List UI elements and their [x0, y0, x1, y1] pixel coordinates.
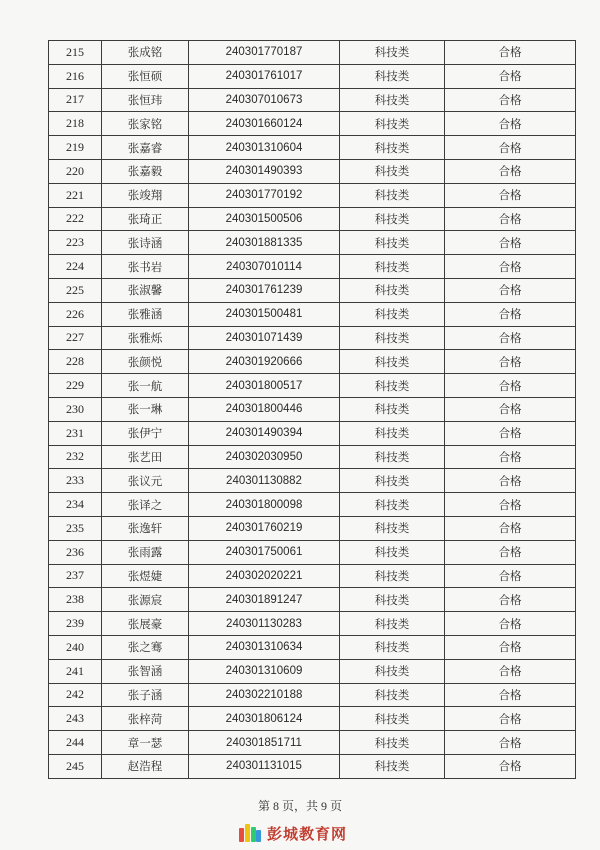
row-number-cell: 234: [49, 493, 102, 517]
student-name-cell: 张一琳: [102, 397, 189, 421]
category-cell: 科技类: [340, 278, 445, 302]
table-row: [49, 374, 576, 398]
exam-id-cell: 240301806124: [189, 707, 340, 731]
site-logo[interactable]: [239, 822, 347, 844]
table-row: [49, 421, 576, 445]
category-cell: 科技类: [340, 255, 445, 279]
student-name-cell: 张竣翔: [102, 183, 189, 207]
student-name-cell: 张之骞: [102, 635, 189, 659]
exam-id-cell: 240301800446: [189, 397, 340, 421]
results-table: [48, 40, 576, 779]
exam-id-cell: 240301131015: [189, 754, 340, 778]
exam-id-cell: 240307010673: [189, 88, 340, 112]
exam-id-cell: 240301750061: [189, 540, 340, 564]
table-row: [49, 683, 576, 707]
table-row: [49, 326, 576, 350]
result-cell: 合格: [445, 302, 576, 326]
row-number-cell: 240: [49, 635, 102, 659]
table-row: [49, 136, 576, 160]
category-cell: 科技类: [340, 707, 445, 731]
row-number-cell: 218: [49, 112, 102, 136]
student-name-cell: 张雅烁: [102, 326, 189, 350]
student-name-cell: 张子涵: [102, 683, 189, 707]
table-row: [49, 635, 576, 659]
exam-id-cell: 240301881335: [189, 231, 340, 255]
result-cell: 合格: [445, 564, 576, 588]
row-number-cell: 221: [49, 183, 102, 207]
row-number-cell: 230: [49, 397, 102, 421]
result-cell: 合格: [445, 421, 576, 445]
category-cell: 科技类: [340, 159, 445, 183]
exam-id-cell: 240301490393: [189, 159, 340, 183]
result-cell: 合格: [445, 183, 576, 207]
category-cell: 科技类: [340, 445, 445, 469]
exam-id-cell: 240301490394: [189, 421, 340, 445]
student-name-cell: 章一瑟: [102, 731, 189, 755]
row-number-cell: 245: [49, 754, 102, 778]
row-number-cell: 242: [49, 683, 102, 707]
row-number-cell: 243: [49, 707, 102, 731]
result-cell: 合格: [445, 445, 576, 469]
category-cell: 科技类: [340, 183, 445, 207]
result-cell: 合格: [445, 255, 576, 279]
table-row: [49, 707, 576, 731]
table-row: [49, 445, 576, 469]
result-cell: 合格: [445, 136, 576, 160]
student-name-cell: 张诗涵: [102, 231, 189, 255]
exam-id-cell: 240302210188: [189, 683, 340, 707]
result-cell: 合格: [445, 397, 576, 421]
result-cell: 合格: [445, 159, 576, 183]
result-cell: 合格: [445, 41, 576, 65]
student-name-cell: 赵浩程: [102, 754, 189, 778]
row-number-cell: 223: [49, 231, 102, 255]
result-cell: 合格: [445, 469, 576, 493]
exam-id-cell: 240301891247: [189, 588, 340, 612]
table-body: [49, 41, 576, 779]
row-number-cell: 215: [49, 41, 102, 65]
row-number-cell: 238: [49, 588, 102, 612]
category-cell: 科技类: [340, 493, 445, 517]
result-cell: 合格: [445, 683, 576, 707]
table-row: [49, 207, 576, 231]
category-cell: 科技类: [340, 326, 445, 350]
result-cell: 合格: [445, 231, 576, 255]
student-name-cell: 张雅涵: [102, 302, 189, 326]
student-name-cell: 张艺田: [102, 445, 189, 469]
table-row: [49, 469, 576, 493]
table-row: [49, 493, 576, 517]
exam-id-cell: 240301500481: [189, 302, 340, 326]
row-number-cell: 222: [49, 207, 102, 231]
exam-id-cell: 240301660124: [189, 112, 340, 136]
page-number: 第 8 页，共 9 页: [257, 799, 342, 813]
table-row: [49, 397, 576, 421]
row-number-cell: 226: [49, 302, 102, 326]
table-row: [49, 88, 576, 112]
table-row: [49, 255, 576, 279]
exam-id-cell: 240301800098: [189, 493, 340, 517]
student-name-cell: 张琦正: [102, 207, 189, 231]
result-cell: 合格: [445, 731, 576, 755]
student-name-cell: 张议元: [102, 469, 189, 493]
result-cell: 合格: [445, 88, 576, 112]
category-cell: 科技类: [340, 564, 445, 588]
table-row: [49, 588, 576, 612]
category-cell: 科技类: [340, 88, 445, 112]
row-number-cell: 237: [49, 564, 102, 588]
row-number-cell: 236: [49, 540, 102, 564]
table-row: [49, 659, 576, 683]
category-cell: 科技类: [340, 112, 445, 136]
exam-id-cell: 240302030950: [189, 445, 340, 469]
student-name-cell: 张煜婕: [102, 564, 189, 588]
table-row: [49, 278, 576, 302]
exam-id-cell: 240301130882: [189, 469, 340, 493]
exam-id-cell: 240301920666: [189, 350, 340, 374]
student-name-cell: 张伊宁: [102, 421, 189, 445]
row-number-cell: 224: [49, 255, 102, 279]
student-name-cell: 张成铭: [102, 41, 189, 65]
logo-text: 彭城教育网: [267, 824, 348, 843]
row-number-cell: 216: [49, 64, 102, 88]
category-cell: 科技类: [340, 516, 445, 540]
result-cell: 合格: [445, 540, 576, 564]
result-cell: 合格: [445, 326, 576, 350]
result-cell: 合格: [445, 707, 576, 731]
exam-id-cell: 240301851711: [189, 731, 340, 755]
exam-id-cell: 240301760219: [189, 516, 340, 540]
category-cell: 科技类: [340, 659, 445, 683]
row-number-cell: 239: [49, 612, 102, 636]
student-name-cell: 张恒硕: [102, 64, 189, 88]
exam-id-cell: 240307010114: [189, 255, 340, 279]
result-cell: 合格: [445, 374, 576, 398]
category-cell: 科技类: [340, 374, 445, 398]
student-name-cell: 张嘉睿: [102, 136, 189, 160]
category-cell: 科技类: [340, 683, 445, 707]
result-cell: 合格: [445, 64, 576, 88]
table-row: [49, 64, 576, 88]
student-name-cell: 张雨露: [102, 540, 189, 564]
exam-id-cell: 240301310604: [189, 136, 340, 160]
row-number-cell: 241: [49, 659, 102, 683]
student-name-cell: 张一航: [102, 374, 189, 398]
result-cell: 合格: [445, 493, 576, 517]
student-name-cell: 张淑馨: [102, 278, 189, 302]
table-row: [49, 41, 576, 65]
row-number-cell: 232: [49, 445, 102, 469]
category-cell: 科技类: [340, 207, 445, 231]
row-number-cell: 229: [49, 374, 102, 398]
result-cell: 合格: [445, 112, 576, 136]
table-row: [49, 302, 576, 326]
table-row: [49, 516, 576, 540]
category-cell: 科技类: [340, 41, 445, 65]
category-cell: 科技类: [340, 469, 445, 493]
category-cell: 科技类: [340, 350, 445, 374]
category-cell: 科技类: [340, 754, 445, 778]
student-name-cell: 张家铭: [102, 112, 189, 136]
table-row: [49, 754, 576, 778]
row-number-cell: 219: [49, 136, 102, 160]
category-cell: 科技类: [340, 540, 445, 564]
table-row: [49, 112, 576, 136]
row-number-cell: 244: [49, 731, 102, 755]
student-name-cell: 张梓菏: [102, 707, 189, 731]
result-cell: 合格: [445, 612, 576, 636]
category-cell: 科技类: [340, 421, 445, 445]
row-number-cell: 227: [49, 326, 102, 350]
exam-id-cell: 240301500506: [189, 207, 340, 231]
exam-id-cell: 240301800517: [189, 374, 340, 398]
result-cell: 合格: [445, 350, 576, 374]
colored-books-icon: [239, 824, 261, 842]
exam-id-cell: 240301761017: [189, 64, 340, 88]
table-row: [49, 564, 576, 588]
student-name-cell: 张展豪: [102, 612, 189, 636]
table-row: [49, 612, 576, 636]
student-name-cell: 张嘉毅: [102, 159, 189, 183]
table-row: [49, 183, 576, 207]
category-cell: 科技类: [340, 64, 445, 88]
table-row: [49, 731, 576, 755]
table-row: [49, 231, 576, 255]
student-name-cell: 张颜悦: [102, 350, 189, 374]
exam-id-cell: 240302020221: [189, 564, 340, 588]
category-cell: 科技类: [340, 397, 445, 421]
category-cell: 科技类: [340, 136, 445, 160]
row-number-cell: 225: [49, 278, 102, 302]
result-cell: 合格: [445, 754, 576, 778]
table-row: [49, 540, 576, 564]
category-cell: 科技类: [340, 588, 445, 612]
category-cell: 科技类: [340, 231, 445, 255]
exam-id-cell: 240301770192: [189, 183, 340, 207]
category-cell: 科技类: [340, 612, 445, 636]
exam-id-cell: 240301310609: [189, 659, 340, 683]
student-name-cell: 张恒玮: [102, 88, 189, 112]
student-name-cell: 张译之: [102, 493, 189, 517]
row-number-cell: 217: [49, 88, 102, 112]
result-cell: 合格: [445, 635, 576, 659]
result-cell: 合格: [445, 588, 576, 612]
exam-id-cell: 240301761239: [189, 278, 340, 302]
result-cell: 合格: [445, 516, 576, 540]
exam-id-cell: 240301770187: [189, 41, 340, 65]
exam-id-cell: 240301071439: [189, 326, 340, 350]
result-cell: 合格: [445, 207, 576, 231]
student-name-cell: 张书岩: [102, 255, 189, 279]
category-cell: 科技类: [340, 731, 445, 755]
result-cell: 合格: [445, 278, 576, 302]
row-number-cell: 228: [49, 350, 102, 374]
row-number-cell: 233: [49, 469, 102, 493]
category-cell: 科技类: [340, 635, 445, 659]
category-cell: 科技类: [340, 302, 445, 326]
student-name-cell: 张源宸: [102, 588, 189, 612]
exam-id-cell: 240301310634: [189, 635, 340, 659]
row-number-cell: 235: [49, 516, 102, 540]
student-name-cell: 张逸轩: [102, 516, 189, 540]
table-row: [49, 350, 576, 374]
result-cell: 合格: [445, 659, 576, 683]
student-name-cell: 张智涵: [102, 659, 189, 683]
row-number-cell: 220: [49, 159, 102, 183]
exam-id-cell: 240301130283: [189, 612, 340, 636]
row-number-cell: 231: [49, 421, 102, 445]
table-row: [49, 159, 576, 183]
